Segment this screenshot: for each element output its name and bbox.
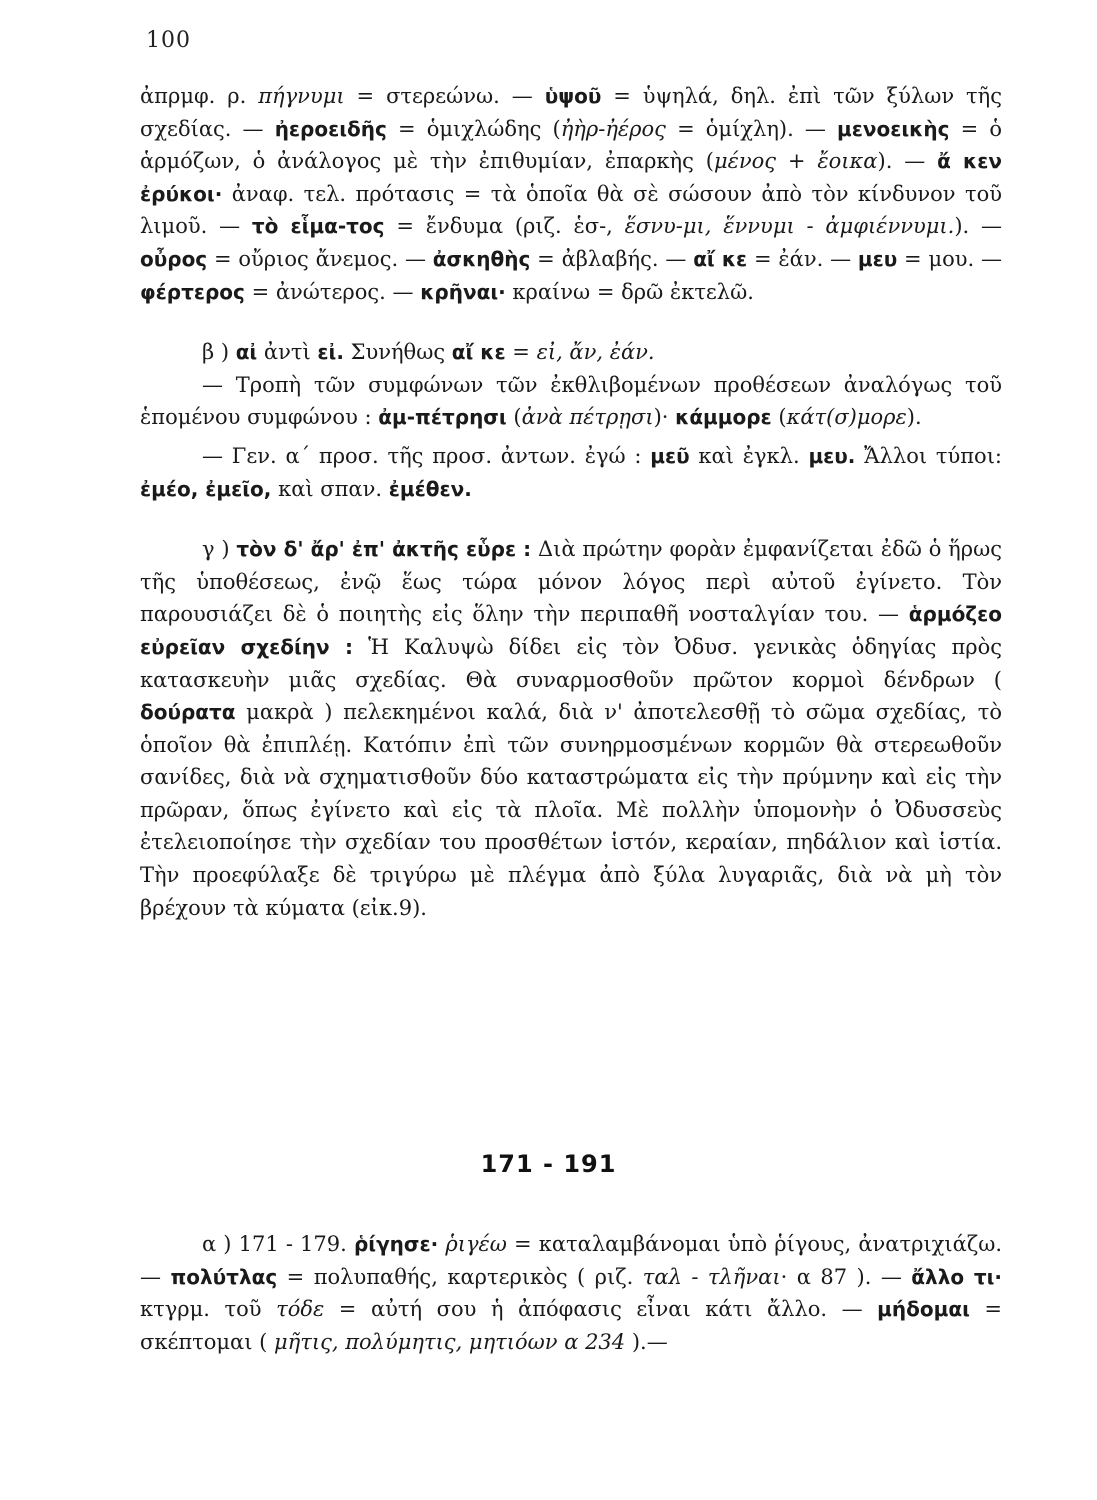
text-run: ).—: [625, 1329, 668, 1354]
section-heading: 171 - 191: [480, 1150, 617, 1178]
text-run: = ἔνδυμα (ριζ. ἑσ-,: [384, 214, 625, 239]
text-run: (: [506, 405, 522, 430]
text-run: · α 87 ). —: [780, 1264, 912, 1289]
lemma-term: οὖρος: [140, 246, 208, 271]
section-body: [140, 1228, 1002, 1358]
text-run: = καταλαμβάνομαι ὑπὸ ῥίγους, ἀνατριχιάζω. —: [140, 1232, 1003, 1289]
lemma-term: φέρτερος: [140, 279, 245, 304]
lemma-term: μεῦ: [650, 443, 690, 468]
text-run: β ): [202, 340, 236, 365]
commentary-paragraph: [140, 440, 1002, 505]
lemma-term: τὸν δ' ἄρ' ἐπ' ἀκτῆς εὗρε :: [236, 537, 532, 562]
text-run: ).: [906, 405, 922, 430]
text-run: = ἀνώτερος. —: [244, 279, 421, 304]
lemma-term: ἄ κεν ἐρύκοι·: [140, 149, 1002, 206]
lemma-term: αἴ κε: [693, 246, 748, 271]
lemma-term: κρῆναι·: [420, 279, 506, 304]
commentary-paragraph: [140, 1228, 1002, 1358]
italic-gloss: ταλ - τλῆναι: [642, 1264, 781, 1289]
text-run: — Γεν. α΄ προσ. τῆς προσ. ἀντων. ἐγώ :: [202, 443, 651, 468]
commentary-paragraph: [140, 80, 1002, 308]
text-run: α ) 171 - 179.: [202, 1232, 354, 1256]
lemma-term: πολύτλας: [170, 1264, 278, 1289]
text-run: κραίνω = δρῶ ἐκτελῶ.: [505, 279, 754, 304]
text-run: ἀναφ. τελ. πρότασις = τὰ ὁποῖα θὰ σὲ σώσουν ἀπὸ τὸν κίνδυνον τοῦ λιμοῦ. —: [140, 181, 1002, 239]
text-run: = ὑψηλά, δηλ. ἐπὶ τῶν ξύλων τῆς σχεδίας. —: [140, 84, 1002, 141]
text-run: = ὁ ἁρμόζων, ὁ ἀνάλογος μὲ τὴν ἐπιθυμίαν, ἐπαρκὴς (: [140, 116, 1002, 174]
italic-gloss: πήγνυμι: [258, 84, 345, 108]
lemma-term: ἐμέθεν.: [388, 476, 472, 501]
text-run: = ἐάν. —: [747, 246, 858, 271]
text-run: = μου. —: [897, 246, 1003, 271]
italic-gloss: εἰ, ἄν, ἐάν.: [536, 340, 655, 365]
text-run: )·: [653, 405, 676, 430]
lemma-term: ἀσκηθὴς: [432, 246, 531, 271]
text-run: = πολυπαθής, καρτερικὸς ( ριζ.: [277, 1264, 643, 1289]
text-run: =: [505, 340, 537, 365]
lemma-term: μευ: [857, 246, 898, 271]
text-run: = ὁμίχλη). —: [665, 116, 838, 141]
text-run: (: [771, 405, 787, 430]
text-run: = οὔριος ἄνεμος. —: [207, 246, 433, 271]
commentary-paragraph: [140, 336, 1002, 369]
lemma-term: ἁρμόζεο εὐρεῖαν σχεδίην :: [140, 602, 1002, 659]
text-run: — Τροπὴ τῶν συμφώνων τῶν ἐκθλιβομένων προθέσεων ἀναλόγως τοῦ ἑπομένου συμφώνου :: [140, 372, 1002, 430]
lemma-term: ἀμ-πέτρησι: [378, 405, 507, 430]
italic-gloss: τόδε: [276, 1297, 325, 1322]
text-run: γ ): [202, 537, 237, 562]
text-run: Διὰ πρώτην φορὰν ἐμφανίζεται ἐδῶ ὁ ἥρως τῆς ὑποθέσεως, ἐνῷ ἕως τώρα μόνον λόγος περὶ αὐτοῦ ἐγίνετο. Τὸν παρουσιάζει δὲ ὁ ποιητὴς εἰς ὅλην τὴν περιπαθῆ νοσταλγίαν του. —: [140, 537, 1002, 627]
italic-gloss: ἠὴρ-ἠέρος: [560, 116, 666, 141]
text-run: = στερεώνω. —: [344, 84, 545, 108]
text-run: ). —: [954, 214, 1002, 239]
text-run: καὶ ἐγκλ.: [689, 443, 809, 468]
text-run: = ἀβλαβής. —: [530, 246, 694, 271]
italic-gloss: ἀνὰ πέτρῃσι: [521, 405, 654, 430]
lemma-term: μήδομαι: [877, 1297, 970, 1322]
commentary-paragraph: [140, 533, 1002, 924]
text-run: = σκέπτομαι (: [140, 1297, 1002, 1354]
italic-gloss: ῥιγέω: [445, 1232, 507, 1256]
lemma-term: ἠεροειδῆς: [274, 116, 387, 141]
text-run: = αὐτή σου ἡ ἀπόφασις εἶναι κάτι ἄλλο. —: [324, 1297, 878, 1322]
lemma-term: ῥίγησε·: [353, 1232, 439, 1256]
text-run: = ὁμιχλώδης (: [386, 116, 561, 141]
text-run: κτγρμ. τοῦ: [140, 1297, 277, 1322]
commentary-block: [140, 80, 1002, 924]
text-run: μακρὰ ) πελεκημένοι καλά, διὰ ν' ἀποτελεσθῇ τὸ σῶμα σχεδίας, τὸ ὁποῖον θὰ ἐπιπλέῃ. Κατόπιν ἐπὶ τῶν συνηρμοσμένων κορμῶν θὰ στερεωθοῦν σανίδες, διὰ νὰ σχηματισθοῦν δύο καταστρώματα εἰς τὴν πρύμνην καὶ εἰς τὴν πρῶραν, ὅπως ἐγίνετο καὶ εἰς τὰ πλοῖα. Μὲ πολλὴν ὑπομονὴν ὁ Ὀδυσσεὺς ἐτελειοποίησε τὴν σχεδίαν του προσθέτων ἱστόν, κεραίαν, πηδάλιον καὶ ἱστία. Τὴν προεφύλαξε δὲ τριγύρω μὲ πλέγμα ἀπὸ ξύλα λυγαριᾶς, διὰ νὰ μὴ τὸν βρέχουν τὰ κύματα (εἰκ.9).: [140, 700, 1002, 920]
lemma-term: ὑψοῦ: [544, 84, 602, 108]
text-run: ἀντὶ: [257, 340, 318, 365]
text-run: ). —: [877, 149, 938, 174]
commentary-paragraph: [140, 369, 1002, 434]
lemma-term: τὸ εἷμα-τος: [251, 214, 385, 239]
text-run: ἀπρμφ. ρ.: [140, 84, 259, 108]
page-number: 100: [146, 28, 191, 53]
text-run: Συνήθως: [343, 340, 452, 365]
italic-gloss: ἕσνυ-μι, ἕννυμι - ἀμφιέννυμι.: [624, 214, 955, 239]
italic-gloss: κάτ(σ)μορε: [786, 405, 907, 430]
italic-gloss: μένος + ἔοικα: [713, 149, 878, 174]
lemma-term: ἐμέο, ἐμεῖο,: [140, 476, 272, 501]
text-run: Ἄλλοι τύποι:: [855, 443, 1003, 468]
lemma-term: μευ.: [808, 443, 856, 468]
text-run: καὶ σπαν.: [271, 476, 389, 501]
lemma-term: αἰ: [235, 340, 258, 365]
lemma-term: μενοεικὴς: [837, 116, 950, 141]
italic-gloss: μῆτις, πολύμητις, μητιόων α 234: [274, 1329, 626, 1354]
lemma-term: ἄλλο τι·: [911, 1264, 1002, 1289]
text-run: Ἡ Καλυψὼ δίδει εἰς τὸν Ὀδυσ. γενικὰς ὁδηγίας πρὸς κατασκευὴν μιᾶς σχεδίας. Θὰ συναρμοσθοῦν πρῶτον κορμοὶ δένδρων (: [140, 634, 1003, 692]
lemma-term: κάμμορε: [675, 405, 772, 430]
lemma-term: εἰ.: [317, 340, 344, 365]
lemma-term: δούρατα: [140, 700, 236, 725]
lemma-term: αἴ κε: [451, 340, 506, 365]
